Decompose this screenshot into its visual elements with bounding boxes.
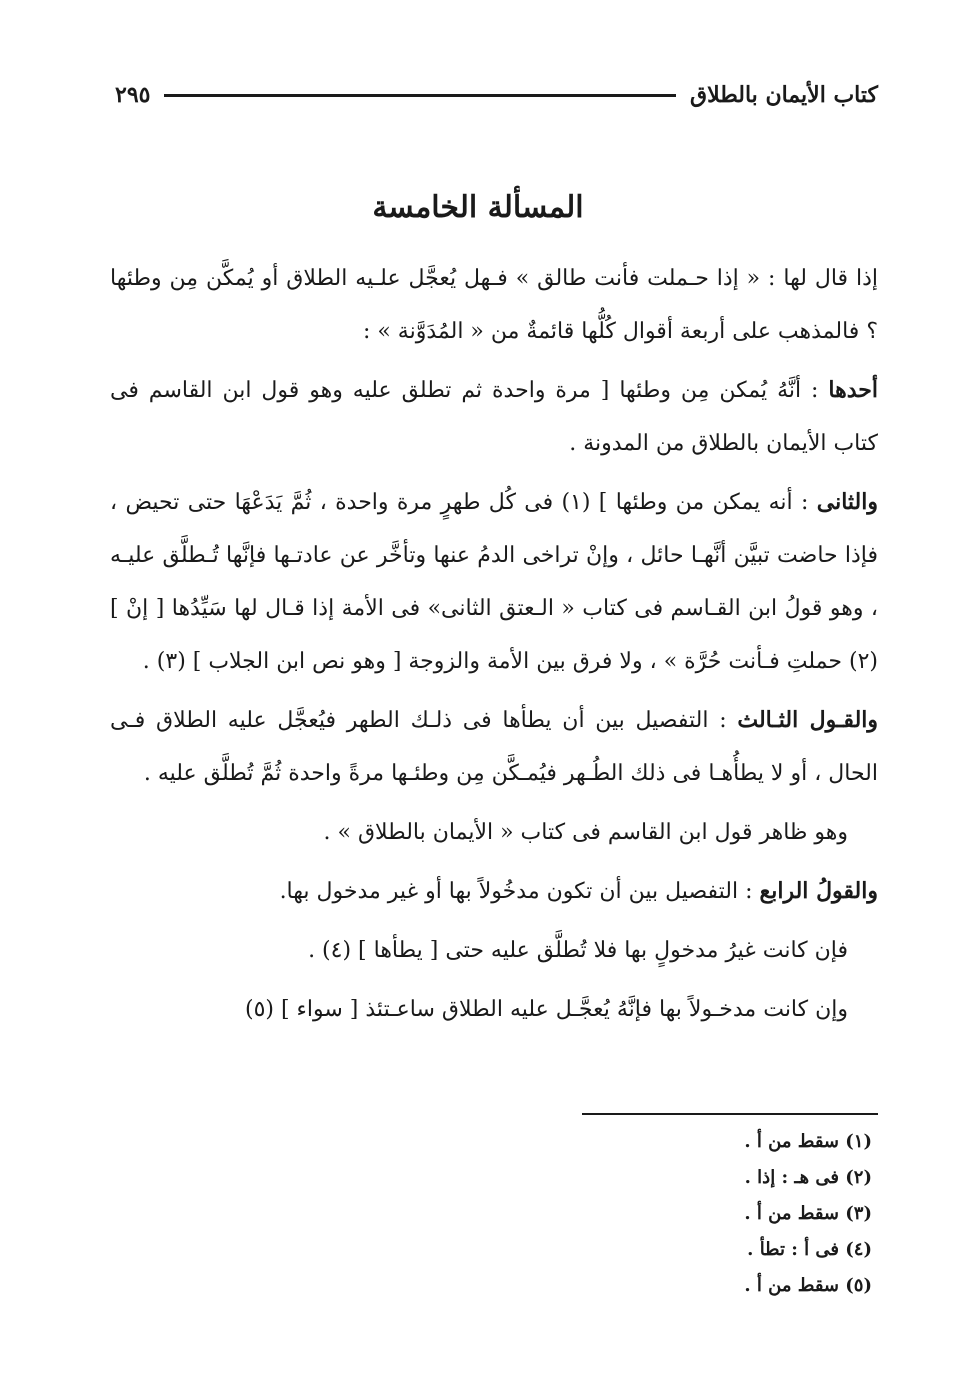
footnote-rule bbox=[582, 1113, 878, 1115]
paragraph-lead: والقـول الثـالث bbox=[737, 707, 879, 733]
footnote-2: (٢) فى هـ : إذا . bbox=[744, 1167, 872, 1188]
footnote-3: (٣) سقط من أ . bbox=[744, 1203, 872, 1224]
footnote-4: (٤) فى أ : تطأ . bbox=[747, 1239, 872, 1260]
paragraph-third-opinion bbox=[110, 694, 878, 800]
paragraph-text: وهو ظاهر قول ابن القاسم فى كتاب « الأيمان بالطلاق » . bbox=[323, 820, 848, 845]
paragraph-lead: أحدها bbox=[828, 377, 878, 403]
paragraph-fourth-case-b bbox=[110, 983, 878, 1036]
footnote-1: (١) سقط من أ . bbox=[744, 1131, 872, 1152]
chapter-title: المسألة الخامسة bbox=[372, 190, 584, 225]
paragraph-text: وإن كانت مدخـولاً بها فإنَّهُ يُعجَّـل عليه الطلاق ساعـتئذ [ سواء ] (٥) bbox=[244, 997, 848, 1022]
paragraph-text: إذا قال لها : « إذا حـملت فأنت طالق » فـهل يُعجَّل علـيه الطلاق أو يُمكَّن مِن وطئها ؟ فالمذهب على أربعة أقوال كُلُّها قائمةٌ من « المُدَوَّنة » : bbox=[110, 266, 878, 344]
paragraph-text: : أنه يمكن من وطئها ] (١) فى كُل طهرٍ مرة واحدة ، ثُمَّ يَدَعْهَا حتى تحيض ، فإذا حاضت تبيَّن أنَّهـا حائل ، وإنْ تراخى الدمُ عنها وتأخَّر عن عادتـها فإنَّها تُـطلَّق عليـه ، وهو قولُ ابن القـاسم فى كتاب « الـعتق الثانى» فى الأمة إذا قـال لها سَيِّدُها [ إنْ ] (٢) حملتِ فـأنت حُرَّة » ، ولا فرق بين الأمة والزوجة [ وهو نص ابن الجلاب ] (٣) . bbox=[110, 490, 878, 674]
paragraph-text: : أنَّهُ يُمكن مِن وطئها [ مرة واحدة ثم تطلق عليه وهو قول ابن القاسم فى كتاب الأيمان بالطلاق من المدونة . bbox=[110, 378, 878, 456]
paragraph-text: : التفصيل بين أن تكون مدخُولاً بها أو غير مدخول بها. bbox=[279, 879, 760, 904]
book-title: كتاب الأيمان بالطلاق bbox=[690, 82, 878, 108]
paragraph-intro bbox=[110, 252, 878, 358]
footnote-5: (٥) سقط من أ . bbox=[744, 1275, 872, 1296]
paragraph-text: فإن كانت غيرُ مدخولٍ بها فلا تُطلَّق عليه حتى [ يطأها ] (٤) . bbox=[308, 938, 848, 963]
paragraph-lead: والقولُ الرابع bbox=[759, 878, 878, 904]
paragraph-fourth-case-a bbox=[110, 924, 878, 977]
paragraph-first-opinion bbox=[110, 364, 878, 470]
footnotes bbox=[420, 1124, 872, 1304]
header-rule bbox=[164, 94, 676, 97]
page-number: ٢٩٥ bbox=[115, 82, 151, 108]
paragraph-text: : التفصيل بين أن يطأها فى ذلـك الطهر فيُعجَّل عليه الطلاق فـى الحال ، أو لا يطأُهـا فى ذلك الطُـهر فيُمـكَّن مِن وطئـها مرةً واحدة ثُمَّ تُطلَّق عليه . bbox=[110, 708, 878, 786]
paragraph-second-opinion bbox=[110, 476, 878, 688]
running-header bbox=[115, 78, 878, 112]
paragraph-fourth-opinion bbox=[110, 865, 878, 918]
body-text bbox=[110, 252, 878, 1042]
paragraph-lead: والثانى bbox=[816, 489, 878, 515]
paragraph-third-note bbox=[110, 806, 878, 859]
